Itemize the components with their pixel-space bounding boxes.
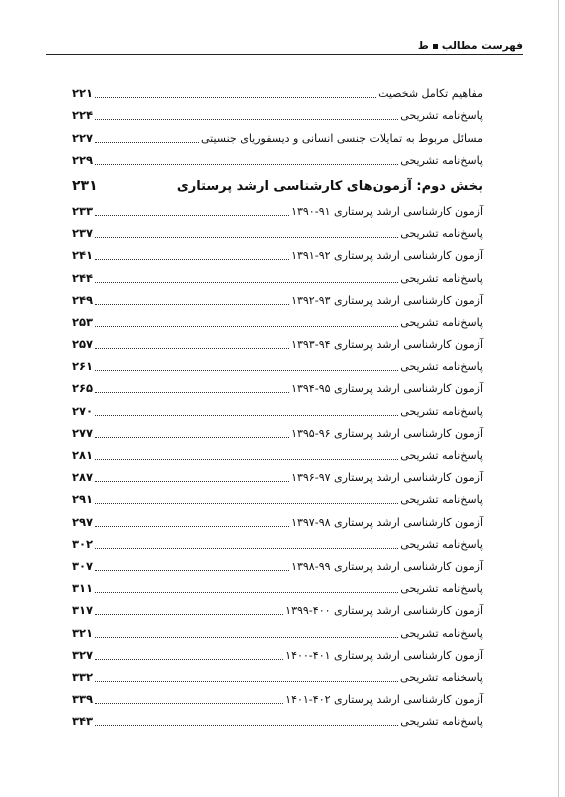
toc-entry-page-number: ۲۷۰: [72, 403, 94, 418]
toc-entry-page-number: ۳۰۷: [72, 558, 94, 573]
toc-entry-page-number: ۲۸۷: [72, 470, 94, 485]
toc-entry-page-number: ۲۳۷: [72, 226, 94, 241]
dot-leader: [95, 480, 289, 482]
toc-entry-page-number: ۲۴۹: [72, 292, 94, 307]
toc-entry-page-number: ۳۱۷: [72, 603, 94, 618]
toc-entry-page-number: ۲۴۱: [72, 248, 94, 263]
dot-leader: [95, 347, 289, 349]
dot-leader: [95, 414, 398, 416]
dot-leader: [95, 236, 398, 238]
toc-entry-title: آزمون کارشناسی ارشد پرستاری ۹۳-۱۳۹۲: [291, 293, 483, 307]
header-title: فهرست مطالب: [441, 40, 523, 52]
toc-entry-page-number: ۲۴۴: [72, 270, 94, 285]
toc-entry-title: آزمون کارشناسی ارشد پرستاری ۴۰۲-۱۴۰۱: [285, 693, 483, 707]
toc-entry-page-number: ۲۲۱: [72, 86, 94, 101]
toc-entry[interactable]: [72, 147, 483, 169]
toc-entry-page-number: ۲۲۹: [72, 152, 94, 167]
dot-leader: [95, 458, 398, 460]
toc-section-heading[interactable]: [72, 169, 483, 198]
toc-entry-title: پاسخ‌نامه تشریحی: [400, 109, 483, 123]
dot-leader: [95, 118, 398, 120]
dot-leader: [95, 214, 289, 216]
dot-leader: [95, 325, 398, 327]
dot-leader: [95, 591, 398, 593]
toc-entry-title: پاسخنامه تشریحی: [400, 670, 483, 684]
toc-entry-title: پاسخ‌نامه تشریحی: [400, 582, 483, 596]
section-page-number: ۲۳۱: [72, 177, 98, 194]
dot-leader: [95, 658, 283, 660]
toc-entry[interactable]: [72, 597, 483, 619]
dot-leader: [95, 636, 398, 638]
toc-entry[interactable]: [72, 686, 483, 708]
toc-entry-title: آزمون کارشناسی ارشد پرستاری ۹۲-۱۳۹۱: [291, 249, 483, 263]
toc-entry-page-number: ۲۶۵: [72, 381, 94, 396]
toc-entry-title: پاسخ‌نامه تشریحی: [400, 153, 483, 167]
toc-entry-title: آزمون کارشناسی ارشد پرستاری ۴۰۱-۱۴۰۰: [285, 648, 483, 662]
toc-entry-page-number: ۲۲۷: [72, 130, 94, 145]
dot-leader: [95, 680, 398, 682]
toc-entry-title: آزمون کارشناسی ارشد پرستاری ۴۰۰-۱۳۹۹: [285, 604, 483, 618]
toc-entry[interactable]: [72, 124, 483, 146]
toc-entry-title: پاسخ‌نامه تشریحی: [400, 271, 483, 285]
toc-entry[interactable]: [72, 309, 483, 331]
toc-entry-title: پاسخ‌نامه تشریحی: [400, 404, 483, 418]
page-edge-line: [558, 0, 559, 797]
toc-entry-title: پاسخ‌نامه تشریحی: [400, 315, 483, 329]
toc-entry-title: آزمون کارشناسی ارشد پرستاری ۹۴-۱۳۹۳: [291, 338, 483, 352]
toc-entry[interactable]: [72, 531, 483, 553]
toc-entry-page-number: ۲۵۳: [72, 314, 94, 329]
toc-entry-page-number: ۳۳۹: [72, 692, 94, 707]
toc-entry-page-number: ۳۰۲: [72, 536, 94, 551]
section-title: بخش دوم: آزمون‌های کارشناسی ارشد پرستاری: [176, 178, 483, 194]
toc-entry-title: پاسخ‌نامه تشریحی: [400, 715, 483, 729]
toc-entry-page-number: ۲۹۱: [72, 492, 94, 507]
dot-leader: [95, 141, 199, 143]
header-rule: [46, 54, 523, 55]
toc-entry-page-number: ۲۶۱: [72, 359, 94, 374]
dot-leader: [95, 281, 398, 283]
toc-entry-title: مسائل مربوط به تمایلات جنسی انسانی و دیسفوریای جنسیتی: [200, 131, 483, 145]
toc-entry-page-number: ۳۴۳: [72, 714, 94, 729]
toc-entry-title: مفاهیم تکامل شخصیت: [378, 87, 483, 101]
toc-entry[interactable]: [72, 353, 483, 375]
dot-leader: [95, 502, 398, 504]
table-of-contents: [72, 80, 483, 730]
toc-entry-title: آزمون کارشناسی ارشد پرستاری ۹۵-۱۳۹۴: [291, 382, 483, 396]
dot-leader: [95, 258, 289, 260]
toc-entry-page-number: ۲۵۷: [72, 337, 94, 352]
toc-entry-title: آزمون کارشناسی ارشد پرستاری ۹۷-۱۳۹۶: [291, 471, 483, 485]
toc-entry[interactable]: [72, 397, 483, 419]
toc-entry-page-number: ۲۹۷: [72, 514, 94, 529]
toc-entry-page-number: ۳۳۲: [72, 669, 94, 684]
toc-entry-title: پاسخ‌نامه تشریحی: [400, 626, 483, 640]
toc-entry-title: آزمون کارشناسی ارشد پرستاری ۹۱-۱۳۹۰: [291, 204, 483, 218]
toc-entry[interactable]: [72, 642, 483, 664]
toc-entry[interactable]: [72, 220, 483, 242]
toc-entry-page-number: ۲۷۷: [72, 425, 94, 440]
toc-entry-title: آزمون کارشناسی ارشد پرستاری ۹۹-۱۳۹۸: [291, 559, 483, 573]
dot-leader: [95, 163, 398, 165]
toc-entry-title: پاسخ‌نامه تشریحی: [400, 360, 483, 374]
toc-entry-title: پاسخ‌نامه تشریحی: [400, 493, 483, 507]
toc-part-two: [72, 198, 483, 731]
toc-entry-page-number: ۲۲۴: [72, 108, 94, 123]
dot-leader: [95, 369, 398, 371]
toc-entry[interactable]: [72, 575, 483, 597]
dot-leader: [95, 724, 398, 726]
toc-entry-title: آزمون کارشناسی ارشد پرستاری ۹۸-۱۳۹۷: [291, 515, 483, 529]
dot-leader: [95, 702, 283, 704]
dot-leader: [95, 391, 289, 393]
toc-entry[interactable]: [72, 242, 483, 264]
toc-entry[interactable]: [72, 486, 483, 508]
toc-entry-page-number: ۳۱۱: [72, 581, 94, 596]
toc-entry[interactable]: [72, 553, 483, 575]
toc-entry[interactable]: [72, 287, 483, 309]
toc-entry[interactable]: [72, 198, 483, 220]
dot-leader: [95, 525, 289, 527]
toc-entry[interactable]: [72, 264, 483, 286]
toc-entry[interactable]: [72, 664, 483, 686]
header-page-letter: ط: [417, 40, 429, 52]
dot-leader: [95, 96, 376, 98]
toc-entry[interactable]: [72, 420, 483, 442]
toc-entry-page-number: ۲۸۱: [72, 448, 94, 462]
dot-leader: [95, 613, 283, 615]
toc-entry-page-number: ۳۲۷: [72, 647, 94, 662]
toc-entry-title: پاسخ‌نامه تشریحی: [400, 537, 483, 551]
toc-entry-title: پاسخ‌نامه تشریحی: [400, 227, 483, 241]
dot-leader: [95, 436, 289, 438]
toc-entry-page-number: ۳۲۱: [72, 625, 94, 640]
toc-part-one: [72, 80, 483, 169]
toc-entry[interactable]: [72, 375, 483, 397]
toc-entry-page-number: ۲۳۳: [72, 203, 94, 218]
toc-entry[interactable]: [72, 508, 483, 530]
toc-entry[interactable]: [72, 442, 483, 464]
square-bullet-icon: [433, 44, 438, 49]
toc-entry-title: پاسخ‌نامه تشریحی: [400, 449, 483, 462]
dot-leader: [95, 547, 398, 549]
dot-leader: [95, 303, 289, 305]
running-header: [46, 38, 523, 54]
dot-leader: [95, 569, 289, 571]
toc-entry[interactable]: [72, 708, 483, 730]
toc-entry[interactable]: [72, 464, 483, 486]
toc-entry[interactable]: [72, 619, 483, 641]
toc-entry[interactable]: [72, 331, 483, 353]
toc-entry-title: آزمون کارشناسی ارشد پرستاری ۹۶-۱۳۹۵: [291, 426, 483, 440]
toc-entry[interactable]: [72, 102, 483, 124]
toc-entry[interactable]: [72, 80, 483, 102]
